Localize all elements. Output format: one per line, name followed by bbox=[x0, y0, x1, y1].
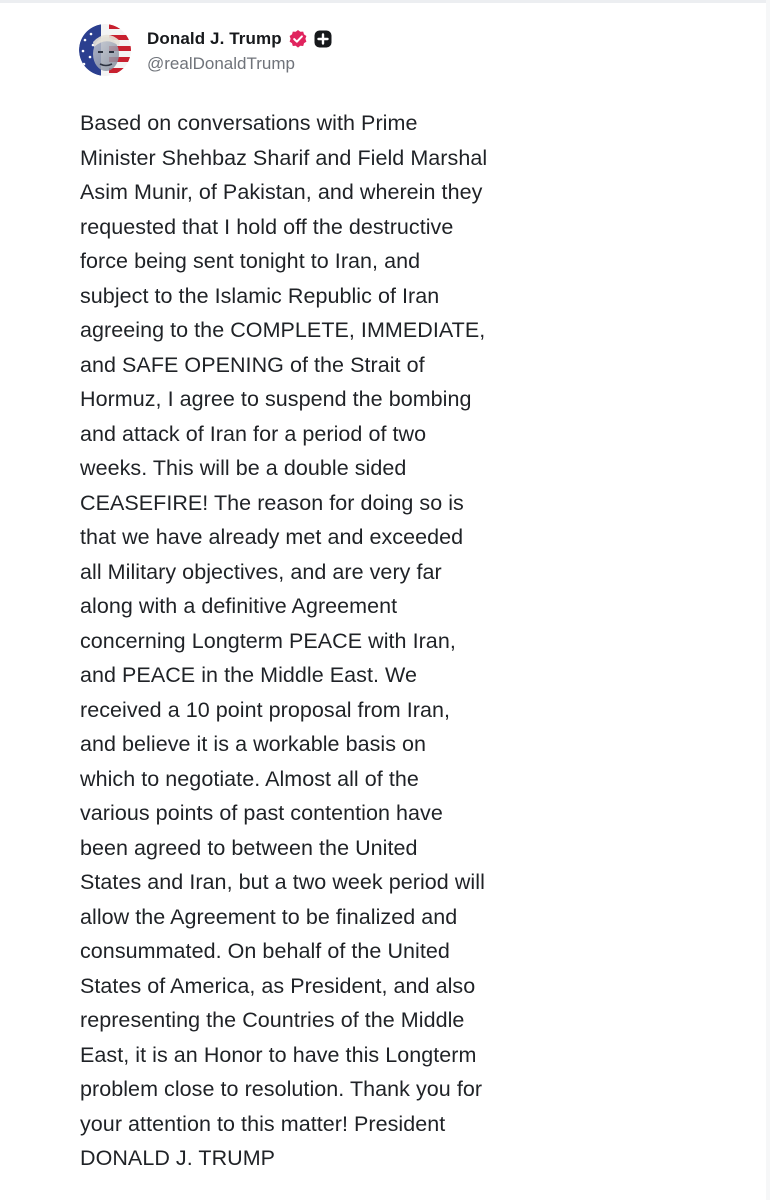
flag-portrait-avatar-icon bbox=[79, 24, 131, 76]
post-body-text: Based on conversations with Prime Minister Shehbaz Sharif and Field Marshal Asim Munir, of Pakistan, and wherein they requested that I hold off the destructive force being sent tonight to Iran, and subject to the Islamic Republic of Iran agreeing to the COMPLETE, IMMEDIATE, and SAFE OPENING of the Strait of Hormuz, I agree to suspend the bombing and attack of Iran for a period of two weeks. This will be a double sided CEASEFIRE! The reason for doing so is that we have already met and exceeded all Military objectives, and are very far along with a definitive Agreement concerning Longterm PEACE with Iran, and PEACE in the Middle East. We received a 10 point proposal from Iran, and believe it is a workable basis on which to negotiate. Almost all of the various points of past contention have been agreed to between the United States and Iran, but a two week period will allow the Agreement to be finalized and consummated. On behalf of the United States of America, as President, and also representing the Countries of the Middle East, it is an Honor to have this Longterm problem close to resolution. Thank you for your attention to this matter! President DONALD J. TRUMP bbox=[80, 111, 488, 1170]
follow-plus-icon[interactable] bbox=[313, 29, 333, 49]
author-avatar[interactable] bbox=[79, 24, 131, 76]
post-header bbox=[79, 24, 333, 76]
verified-badge-icon bbox=[288, 29, 308, 49]
scroll-edge bbox=[766, 0, 770, 1200]
author-name-row bbox=[147, 26, 333, 52]
author-display-name[interactable]: Donald J. Trump bbox=[147, 29, 282, 48]
author-identity bbox=[147, 26, 333, 74]
top-divider bbox=[0, 0, 770, 3]
author-handle[interactable]: @realDonaldTrump bbox=[147, 54, 295, 73]
